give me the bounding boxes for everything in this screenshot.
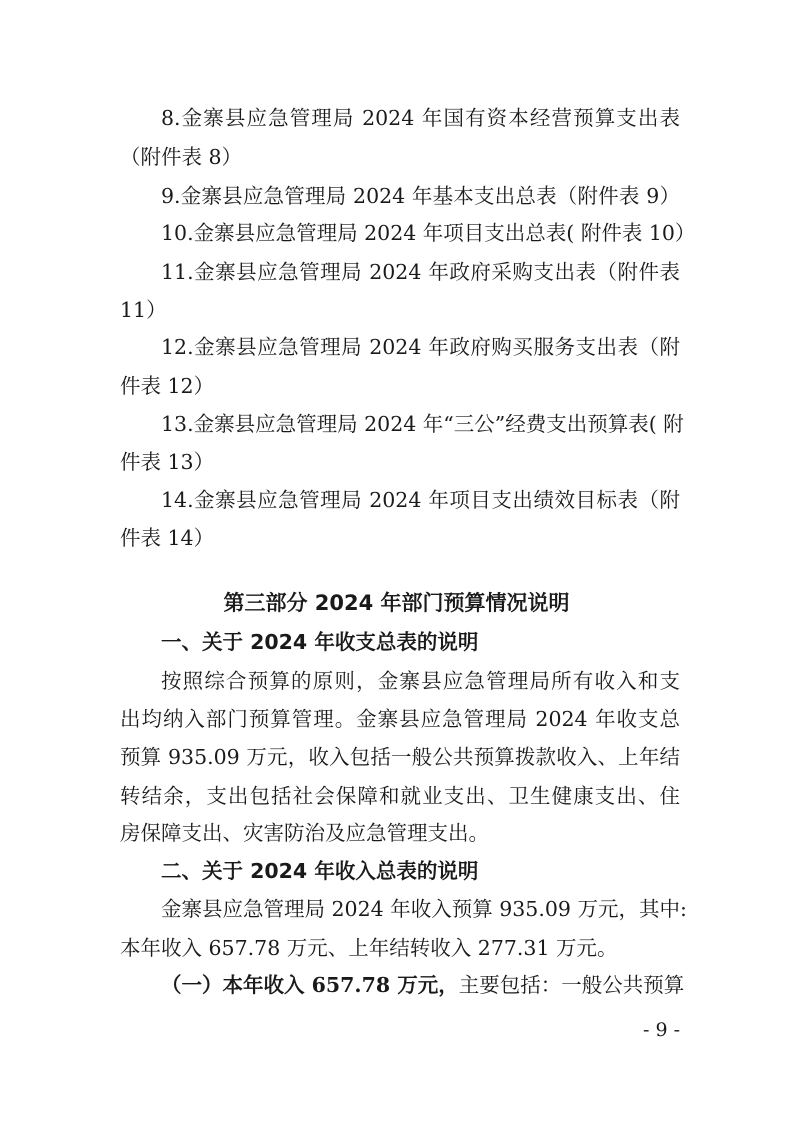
list-item: 12.金寨县应急管理局 2024 年政府购买服务支出表（附	[161, 335, 680, 359]
list-item-continued: 件表 13）	[120, 450, 215, 474]
list-item: 10.金寨县应急管理局 2024 年项目支出总表( 附件表 10）	[161, 221, 696, 245]
subsection-title: 二、关于 2024 年收入总表的说明	[161, 859, 479, 883]
list-item-continued: （附件表 8）	[120, 145, 243, 169]
item-text: 主要包括：一般公共预算	[458, 973, 685, 997]
paragraph-line: 按照综合预算的原则，金寨县应急管理局所有收入和支	[161, 669, 680, 693]
page-number: - 9 -	[642, 1019, 680, 1041]
section-heading: 第三部分 2024 年部门预算情况说明	[223, 591, 570, 615]
list-item: 13.金寨县应急管理局 2024 年“三公”经费支出预算表( 附	[161, 412, 684, 436]
paragraph-line: 预算 935.09 万元，收入包括一般公共预算拨款收入、上年结	[120, 745, 680, 769]
list-item-continued: 件表 12）	[120, 374, 215, 398]
list-item: 11.金寨县应急管理局 2024 年政府采购支出表（附件表	[161, 260, 680, 284]
paragraph-line: 房保障支出、灾害防治及应急管理支出。	[120, 821, 489, 845]
list-item-continued: 件表 14）	[120, 526, 215, 550]
paragraph-line: 本年收入 657.78 万元、上年结转收入 277.31 万元。	[120, 936, 618, 960]
list-item: 8.金寨县应急管理局 2024 年国有资本经营预算支出表	[161, 106, 680, 130]
paragraph-line: 出均纳入部门预算管理。金寨县应急管理局 2024 年收支总	[120, 707, 680, 731]
list-item: 9.金寨县应急管理局 2024 年基本支出总表（附件表 9）	[161, 184, 680, 208]
list-item: 14.金寨县应急管理局 2024 年项目支出绩效目标表（附	[161, 488, 680, 512]
paragraph-line: 金寨县应急管理局 2024 年收入预算 935.09 万元，其中:	[161, 897, 687, 921]
paragraph-line: 转结余，支出包括社会保障和就业支出、卫生健康支出、住	[120, 784, 680, 808]
list-item-continued: 11）	[120, 298, 167, 322]
paragraph-line	[161, 971, 685, 999]
item-heading-bold: （一）本年收入 657.78 万元，	[161, 973, 459, 997]
subsection-title: 一、关于 2024 年收支总表的说明	[161, 630, 479, 654]
